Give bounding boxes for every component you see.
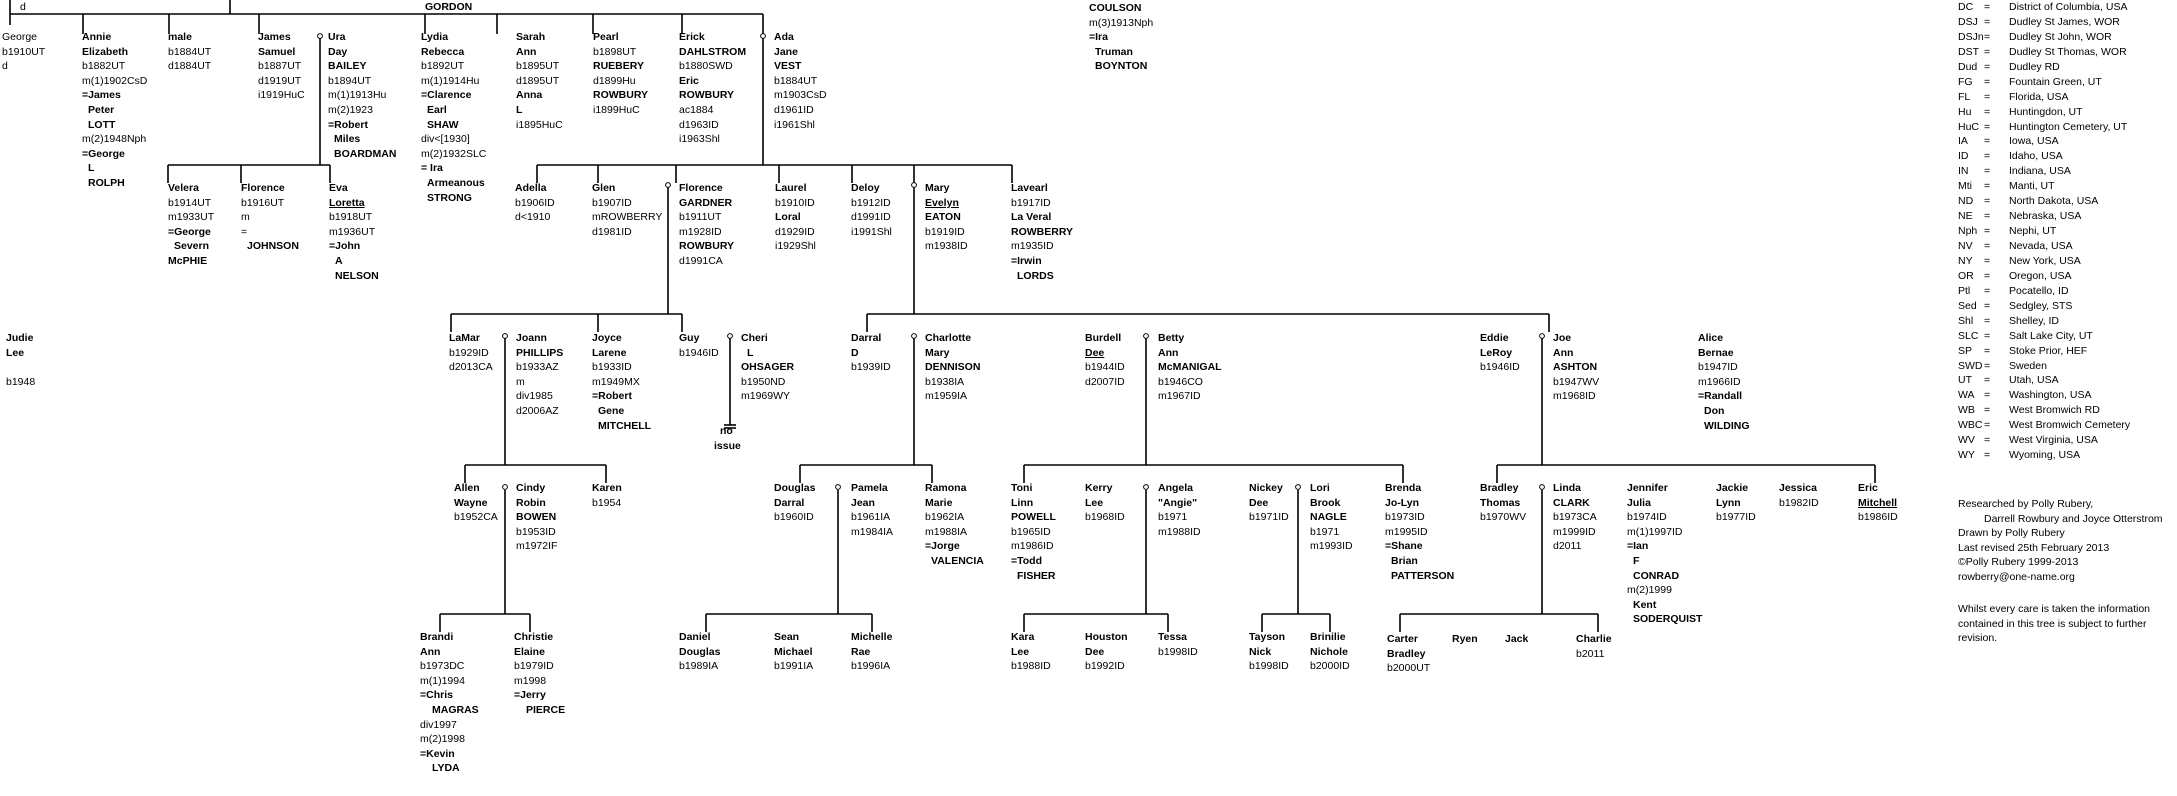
person-ryen: Ryen <box>1452 633 1478 645</box>
person-brandi: Brandi Ann b1973DC m(1)1994 =Chris MAGRAS div1997 m(2)1998 =Kevin LYDA <box>420 631 479 775</box>
person-laurel: Laurel b1910ID Loral d1929ID i1929Shl <box>775 182 816 253</box>
person-brinilie: Brinilie Nichole b2000ID <box>1310 631 1350 673</box>
person-linda: Linda CLARK b1973CA m1999ID d2011 <box>1553 482 1597 553</box>
person-michelle: Michelle Rae b1996IA <box>851 631 893 673</box>
person-cindy: Cindy Robin BOWEN b1953ID m1972IF <box>516 482 558 553</box>
person-nickey: Nickey Dee b1971ID <box>1249 482 1289 524</box>
credit-line: Darrell Rowbury and Joyce Otterstrom <box>1984 512 2163 525</box>
person-ura: Ura Day BAILEY b1894UT m(1)1913Hu m(2)1923 =Robert Miles BOARDMAN <box>328 31 397 160</box>
person-annie: Annie Elizabeth b1882UT m(1)1902CsD =James Peter LOTT m(2)1948Nph =George L ROLPH <box>82 31 148 189</box>
person-jennifer: Jennifer Julia b1974ID m(1)1997ID =Ian F CONRAD m(2)1999 Kent SODERQUIST <box>1627 482 1703 626</box>
person-male: male b1884UT d1884UT <box>168 31 212 73</box>
person-pamela: Pamela Jean b1961IA m1984IA <box>851 482 894 538</box>
person-ada: Ada Jane VEST b1884UT m1903CsD d1961ID i1961Shl <box>774 31 827 131</box>
person-sarah: Sarah Ann b1895UT d1895UT Anna L i1895HuC <box>516 31 563 131</box>
person-tessa: Tessa b1998ID <box>1158 631 1198 658</box>
person-ramona: Ramona Marie b1962IA m1988IA =Jorge VALENCIA <box>925 482 984 567</box>
person-jessica: Jessica b1982ID <box>1779 482 1819 509</box>
person-daniel: Daniel Douglas b1989IA <box>679 631 721 673</box>
person-erick: Erick DAHLSTROM b1880SWD Eric ROWBURY ac1884 d1963ID i1963Shl <box>679 31 747 146</box>
person-deloy: Deloy b1912ID d1991ID i1991Shl <box>851 182 892 238</box>
person-adella: Adella b1906ID d<1910 <box>515 182 555 224</box>
frag-text: d <box>20 1 26 13</box>
person-douglas: Douglas Darral b1960ID <box>774 482 816 524</box>
person-bradley: Bradley Thomas b1970WV <box>1480 482 1527 524</box>
person-cheri: Cheri L OHSAGER b1950ND m1969WY <box>741 332 795 403</box>
research-credits <box>1958 497 2163 585</box>
person-lori: Lori Brook NAGLE b1971 m1993ID <box>1310 482 1353 553</box>
person-kerry: Kerry Lee b1968ID <box>1085 482 1125 524</box>
person-jack: Jack <box>1505 633 1529 645</box>
person-velera: Velera b1914UT m1933UT =George Severn McPHIE <box>168 182 215 267</box>
person-karen: Karen b1954 <box>592 482 622 509</box>
person-angela: Angela "Angie" b1971 m1988ID <box>1158 482 1201 538</box>
person-pearl: Pearl b1898UT RUEBERY d1899Hu ROWBURY i1899HuC <box>593 31 649 116</box>
person-houston: Houston Dee b1992ID <box>1085 631 1128 673</box>
person-joyce: Joyce Larene b1933ID m1949MX =Robert Gene MITCHELL <box>592 332 652 432</box>
person-glen: Glen b1907ID mROWBERRY d1981ID <box>592 182 663 238</box>
person-burdell: Burdell Dee b1944ID d2007ID <box>1085 332 1125 388</box>
person-coulson: COULSON m(3)1913Nph =Ira Truman BOYNTON <box>1089 2 1154 73</box>
person-george: George b1910UT d <box>2 31 46 73</box>
person-toni: Toni Linn POWELL b1965ID m1986ID =Todd FISHER <box>1011 482 1056 582</box>
person-joe: Joe Ann ASHTON b1947WV m1968ID <box>1553 332 1600 403</box>
person-sean: Sean Michael b1991IA <box>774 631 814 673</box>
person-brenda: Brenda Jo-Lyn b1973ID m1995ID =Shane Brian PATTERSON <box>1385 482 1455 582</box>
credit-line: Researched by Polly Rubery, <box>1958 498 2094 510</box>
person-betty: Betty Ann McMANIGAL b1946CO m1967ID <box>1158 332 1222 403</box>
person-charlotte: Charlotte Mary DENNISON b1938IA m1959IA <box>925 332 981 403</box>
person-tayson: Tayson Nick b1998ID <box>1249 631 1289 673</box>
person-eric: Eric Mitchell b1986ID <box>1858 482 1898 524</box>
no-issue-label: no issue <box>714 425 741 452</box>
person-guy: Guy b1946ID <box>679 332 719 359</box>
person-judie: Judie Lee b1948 <box>6 332 36 388</box>
person-eddie: Eddie LeRoy b1946ID <box>1480 332 1520 374</box>
person-carter: Carter Bradley b2000UT <box>1387 633 1431 675</box>
person-mary-evelyn: Mary Evelyn EATON b1919ID m1938ID <box>925 182 968 253</box>
contact-email: rowberry@one-name.org <box>1958 570 2075 583</box>
person-james: James Samuel b1887UT d1919UT i1919HuC <box>258 31 305 102</box>
person-darral: Darral D b1939ID <box>851 332 891 374</box>
person-kara: Kara Lee b1988ID <box>1011 631 1051 673</box>
person-allen: Allen Wayne b1952CA <box>454 482 498 524</box>
person-florence-johnson: Florence b1916UT m = JOHNSON <box>241 182 299 253</box>
person-lavearl: Lavearl b1917ID La Veral ROWBERRY m1935ID =Irwin LORDS <box>1011 182 1074 282</box>
person-jackie: Jackie Lynn b1977ID <box>1716 482 1756 524</box>
copyright: ©Polly Rubery 1999-2013 <box>1958 556 2079 569</box>
person-alice: Alice Bernae b1947ID m1966ID =Randall Don WILDING <box>1698 332 1750 432</box>
person-joann: Joann PHILLIPS b1933AZ m div1985 d2006AZ <box>516 332 564 417</box>
disclaimer: Whilst every care is taken the information contained in this tree is subject to further revision. <box>1958 603 2150 645</box>
person-florence-gardner: Florence GARDNER b1911UT m1928ID ROWBURY d1991CA <box>679 182 735 267</box>
person-lydia: Lydia Rebecca b1892UT m(1)1914Hu =Clarence Earl SHAW div<[1930] m(2)1932SLC = Ira Armeanous STRONG <box>421 31 487 204</box>
person-eva: Eva Loretta b1918UT m1936UT =John A NELSON <box>329 182 379 282</box>
family-surname-heading: GORDON <box>425 1 473 13</box>
person-charlie: Charlie b2011 <box>1576 633 1612 660</box>
revision-date: Last revised 25th February 2013 <box>1958 541 2110 554</box>
credit-line: Drawn by Polly Rubery <box>1958 527 2065 540</box>
person-christie: Christie Elaine b1979ID m1998 =Jerry PIERCE <box>514 631 566 716</box>
person-lamar: LaMar b1929ID d2013CA <box>449 332 493 374</box>
